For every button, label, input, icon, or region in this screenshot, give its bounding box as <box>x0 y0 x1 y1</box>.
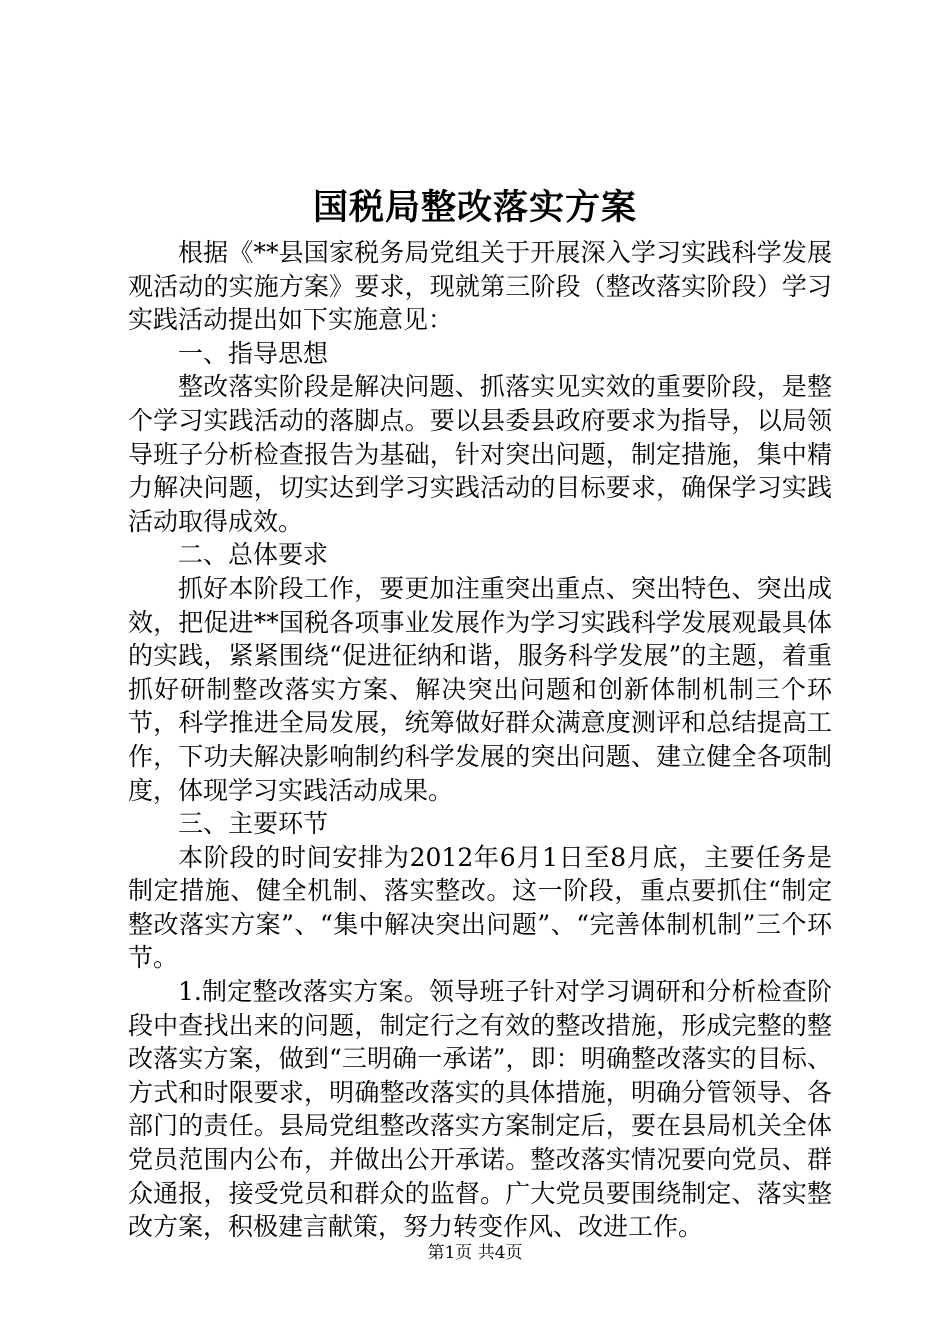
document-body <box>128 236 832 1244</box>
document-title: 国税局整改落实方案 <box>312 187 637 228</box>
guiding-thought-paragraph: 整改落实阶段是解决问题、抓落实见实效的重要阶段，是整个学习实践活动的落脚点。要以县委县政府要求为指导，以局领导班子分析检查报告为基础，针对突出问题，制定措施，集中精力解决问题，切实达到学习实践活动的目标要求，确保学习实践活动取得成效。 <box>128 372 832 536</box>
section-heading-main-links: 三、主要环节 <box>178 809 329 839</box>
section-heading-overall-requirements: 二、总体要求 <box>178 540 329 570</box>
section-heading-guiding-thought: 一、指导思想 <box>178 338 329 368</box>
main-links-paragraph: 本阶段的时间安排为2012年6月1日至8月底，主要任务是制定措施、健全机制、落实整改。这一阶段，重点要抓住“制定整改落实方案”、“集中解决突出问题”、“完善体制机制”三个环节。 <box>128 842 832 973</box>
overall-requirements-paragraph: 抓好本阶段工作，要更加注重突出重点、突出特色、突出成效，把促进**国税各项事业发展作为学习实践科学发展观最具体的实践，紧紧围绕“促进征纳和谐，服务科学发展”的主题，着重抓好研制整改落实方案、解决突出问题和创新体制机制三个环节，科学推进全局发展，统筹做好群众满意度测评和总结提高工作，下功夫解决影响制约科学发展的突出问题、建立健全各项制度，体现学习实践活动成果。 <box>128 573 832 805</box>
page-footer: 第1页 共4页 <box>427 1243 523 1263</box>
rectification-plan-paragraph: 1.制定整改落实方案。领导班子针对学习调研和分析检查阶段中查找出来的问题，制定行之有效的整改措施，形成完整的整改落实方案，做到“三明确一承诺”，即：明确整改落实的目标、方式和时限要求，明确整改落实的具体措施，明确分管领导、各部门的责任。县局党组整改落实方案制定后，要在县局机关全体党员范围内公布，并做出公开承诺。整改落实情况要向党员、群众通报，接受党员和群众的监督。广大党员要围绕制定、落实整改方案，积极建言献策，努力转变作风、改进工作。 <box>128 977 832 1242</box>
intro-paragraph: 根据《**县国家税务局党组关于开展深入学习实践科学发展观活动的实施方案》要求，现就第三阶段（整改落实阶段）学习实践活动提出如下实施意见： <box>128 238 832 335</box>
